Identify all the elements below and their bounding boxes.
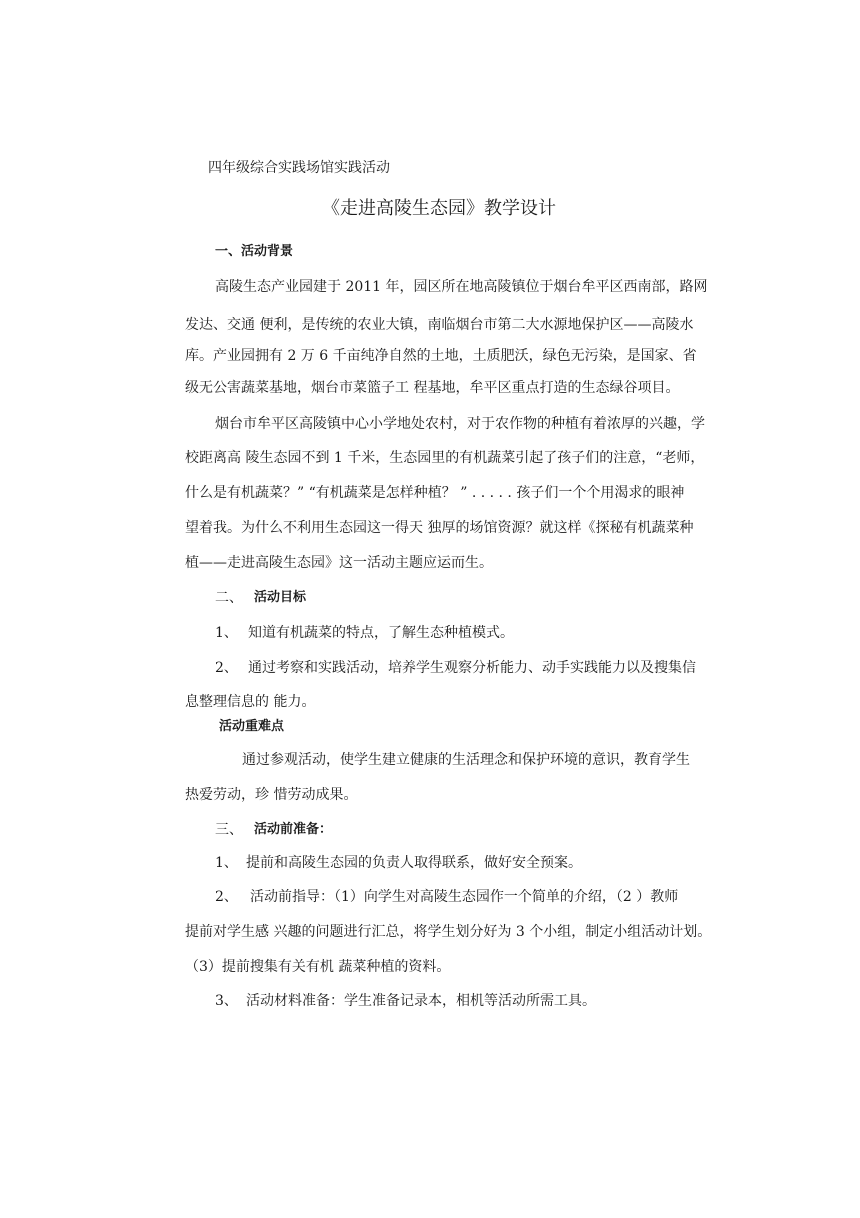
list-item-number: 1、: [215, 855, 238, 871]
paragraph-line: 望着我。为什么不利用生态园这一得天 独厚的场馆资源？就这样《探秘有机蔬菜种: [185, 520, 694, 536]
list-item-number: 1、: [215, 625, 238, 641]
section-number: 二、: [215, 590, 243, 606]
list-item-text: 活动材料准备：学生准备记录本，相机等活动所需工具。: [246, 993, 596, 1009]
paragraph-line: 热爱劳动，珍 惜劳动成果。: [185, 787, 358, 803]
list-item-text: 息整理信息的 能力。: [185, 694, 316, 710]
list-item-number: 2、: [215, 889, 238, 905]
paragraph-line: 校距离高 陵生态园不到 1 千米，生态园里的有机蔬菜引起了孩子们的注意，“老师，: [185, 450, 705, 466]
paragraph-line: 发达、交通 便利，是传统的农业大镇，南临烟台市第二大水源地保护区——高陵水: [185, 317, 694, 333]
list-item-number: 3、: [215, 993, 238, 1009]
section-heading-background: 一、活动背景: [215, 244, 294, 259]
section-heading-preparation: 活动前准备：: [254, 822, 333, 837]
paragraph-line: 植——走进高陵生态园》这一活动主题应运而生。: [185, 555, 493, 571]
section-heading-goals: 活动目标: [254, 590, 307, 605]
paragraph-line: 高陵生态产业园建于 2011 年，园区所在地高陵镇位于烟台牟平区西南部，路网: [215, 279, 708, 295]
list-item-text: 知道有机蔬菜的特点，了解生态种植模式。: [248, 625, 514, 641]
list-item-text: （3）提前搜集有关有机 蔬菜种植的资料。: [185, 959, 451, 975]
list-item-text: 提前和高陵生态园的负责人取得联系，做好安全预案。: [246, 855, 582, 871]
paragraph-line: 级无公害蔬菜基地，烟台市菜篮子工 程基地，牟平区重点打造的生态绿谷项目。: [185, 380, 680, 396]
paragraph-line: 什么是有机蔬菜？” “有机蔬菜是怎样种植？ ” . . . . . 孩子们一个个用渴求的眼神: [185, 485, 685, 501]
list-item-number: 2、: [215, 660, 238, 676]
paragraph-line: 库。产业园拥有 2 万 6 千亩纯净自然的土地，土质肥沃，绿色无污染，是国家、省: [185, 348, 697, 364]
paragraph-line: 通过参观活动，使学生建立健康的生活理念和保护环境的意识，教育学生: [242, 752, 690, 768]
paragraph-line: 烟台市牟平区高陵镇中心小学地处农村，对于农作物的种植有着浓厚的兴趣，学: [215, 416, 705, 432]
document-title: 《走进高陵生态园》教学设计: [322, 198, 556, 219]
document-subtitle: 四年级综合实践场馆实践活动: [208, 160, 390, 176]
section-number: 三、: [215, 822, 243, 838]
list-item-text: 通过考察和实践活动，培养学生观察分析能力、动手实践能力以及搜集信: [248, 660, 696, 676]
list-item-text: 提前对学生感 兴趣的问题进行汇总，将学生划分好为 3 个小组，制定小组活动计划。: [185, 924, 712, 940]
section-heading-keypoints: 活动重难点: [219, 719, 285, 734]
list-item-text: 活动前指导：（1）向学生对高陵生态园作一个简单的介绍，（2 ）教师: [250, 889, 679, 905]
